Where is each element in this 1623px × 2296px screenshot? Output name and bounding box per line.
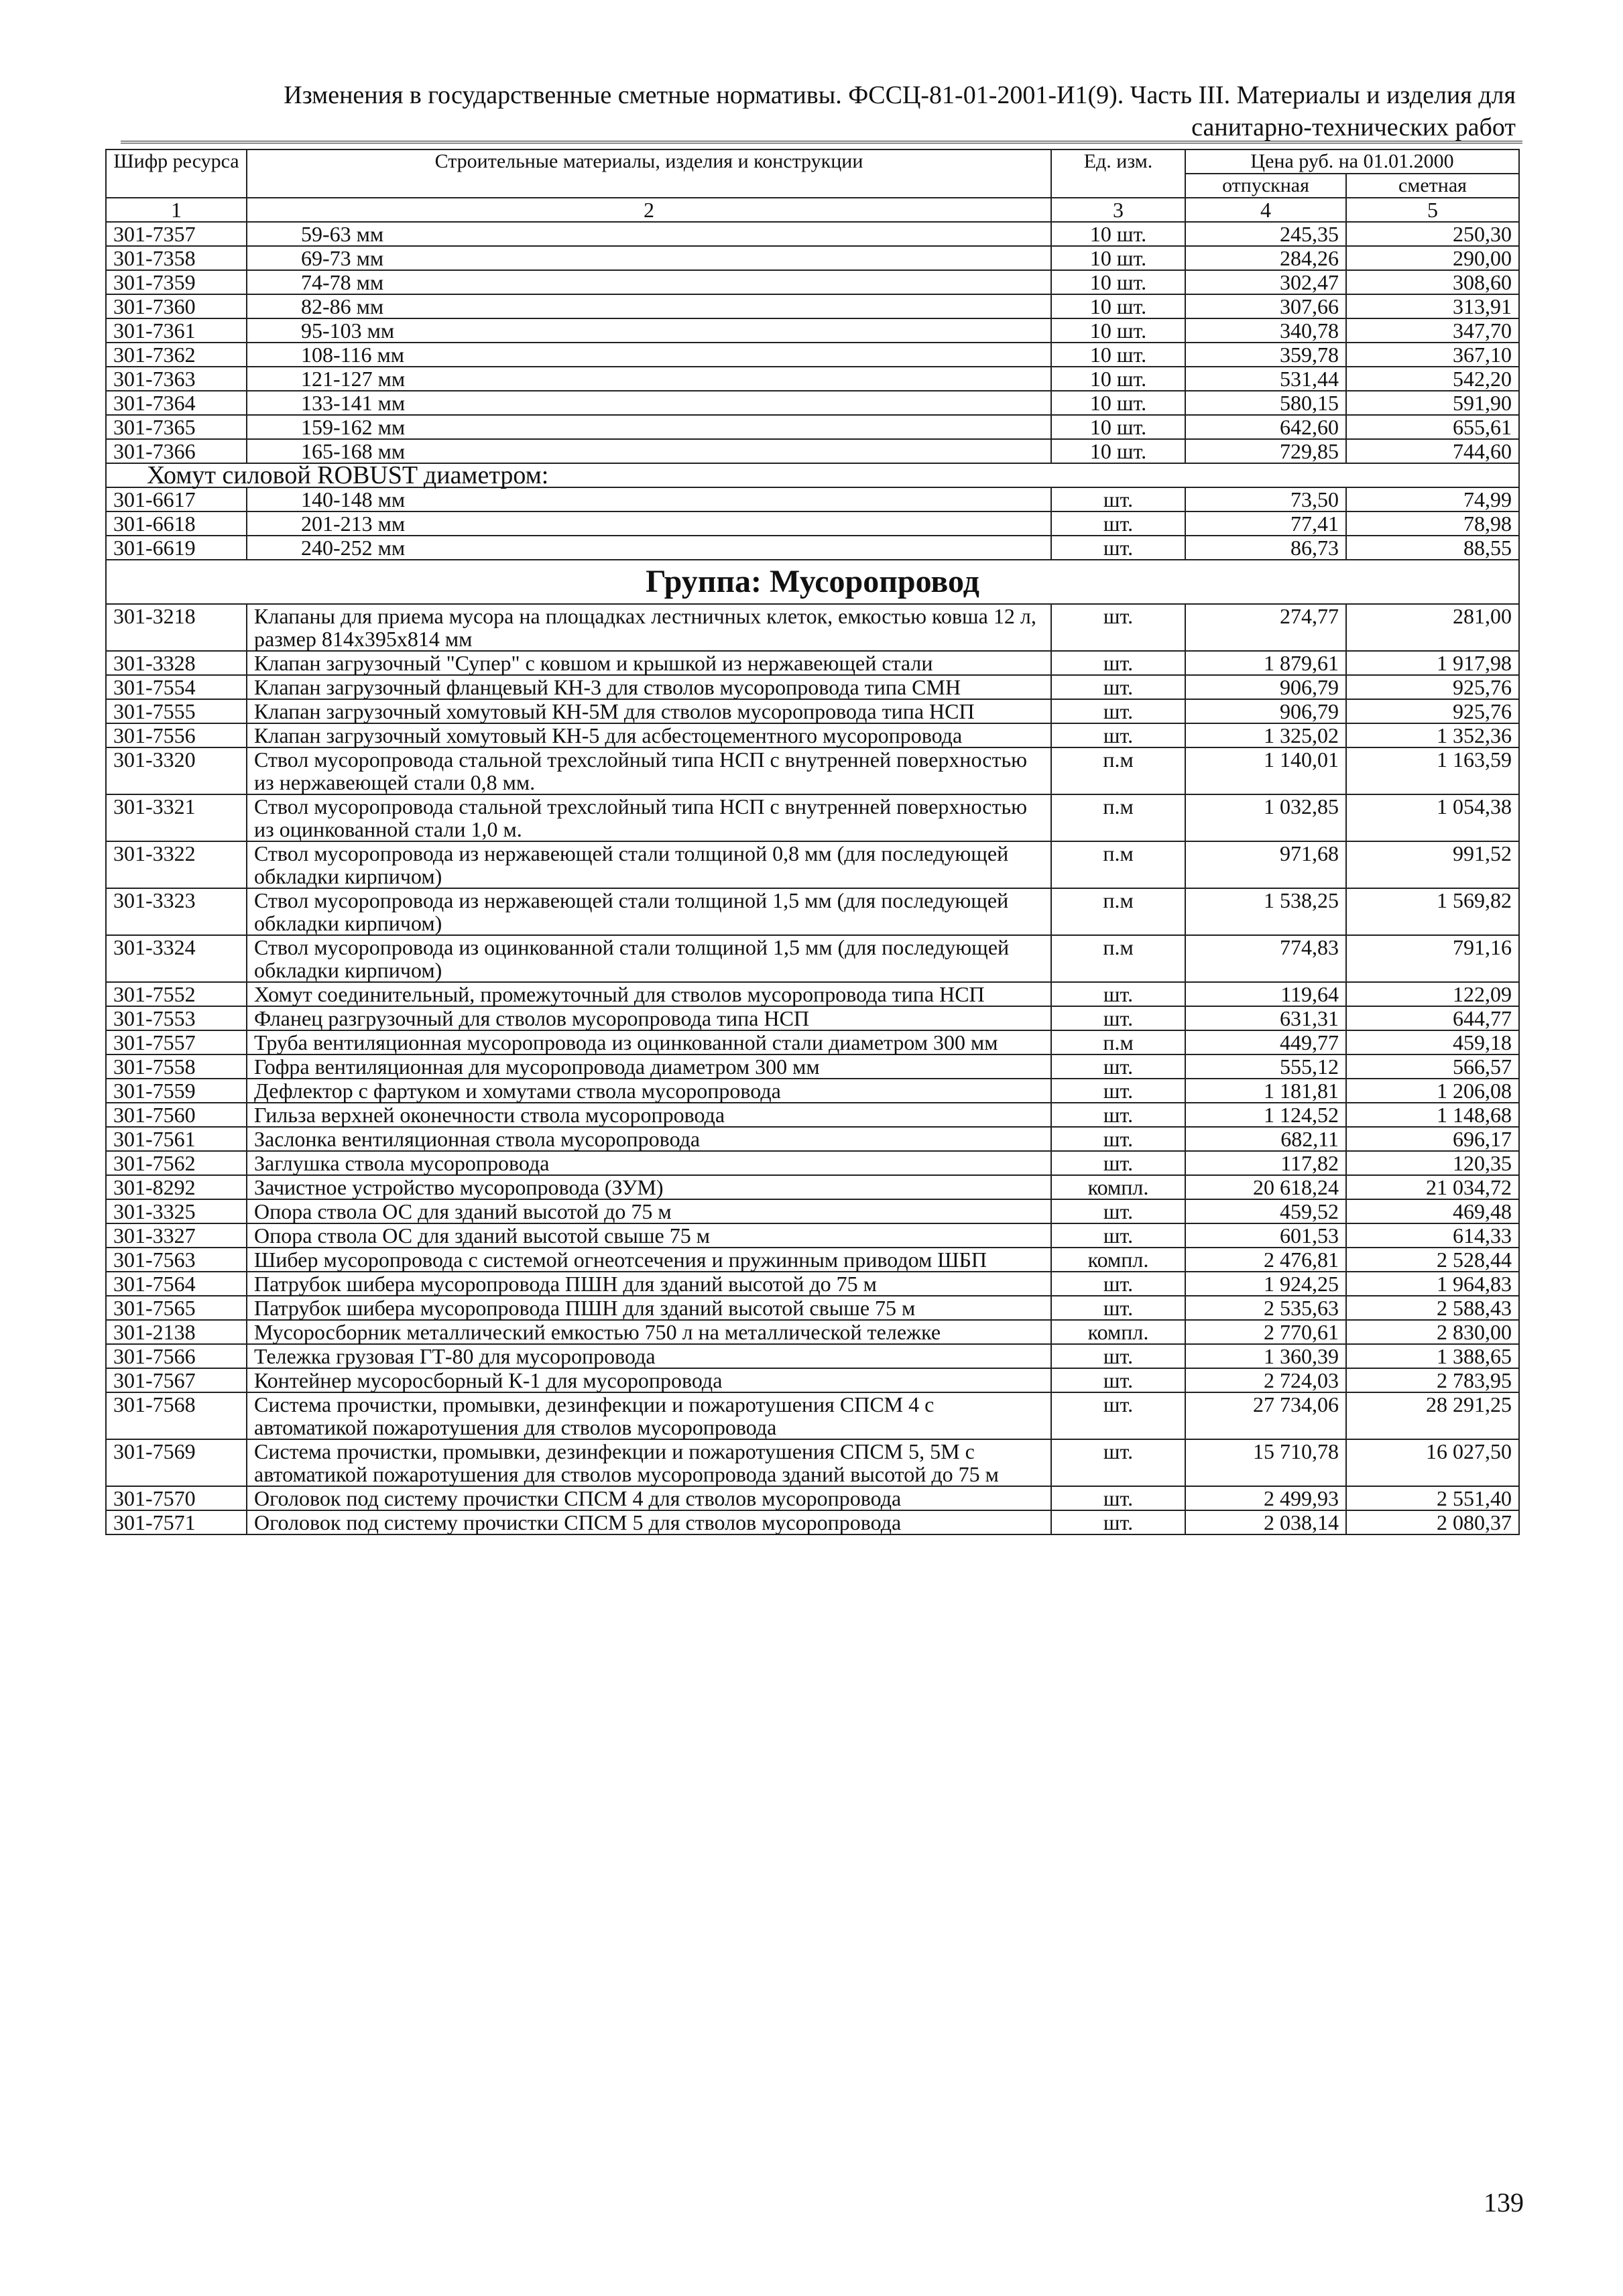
unit-cell: шт. [1051, 1272, 1185, 1296]
resource-code: 301-3320 [106, 747, 247, 794]
table-row [106, 699, 1519, 723]
estimate-price: 1 917,98 [1346, 651, 1519, 675]
header-rule [121, 141, 1522, 146]
page-header [107, 79, 1516, 143]
estimate-price: 308,60 [1346, 270, 1519, 294]
col-number: 2 [247, 198, 1051, 222]
table-row [106, 294, 1519, 318]
release-price: 682,11 [1185, 1127, 1346, 1151]
table-row [106, 651, 1519, 675]
rows-garbage-chute-group [106, 604, 1519, 1534]
resource-code: 301-7361 [106, 318, 247, 343]
unit-cell: 10 шт. [1051, 343, 1185, 367]
unit-cell: шт. [1051, 1199, 1185, 1223]
material-name: Шибер мусоропровода с системой огнеотсечения и пружинным приводом ШБП [247, 1248, 1051, 1272]
unit-cell: п.м [1051, 935, 1185, 982]
estimate-price: 250,30 [1346, 222, 1519, 246]
unit-cell: 10 шт. [1051, 222, 1185, 246]
col-header-name: Строительные материалы, изделия и конструкции [247, 149, 1051, 198]
release-price: 73,50 [1185, 487, 1346, 511]
table-row [106, 511, 1519, 536]
estimate-price: 1 148,68 [1346, 1103, 1519, 1127]
unit-cell: 10 шт. [1051, 439, 1185, 463]
resource-code: 301-7562 [106, 1151, 247, 1175]
material-name: Ствол мусоропровода из оцинкованной стали толщиной 1,5 мм (для последующей обкладки кирпичом) [247, 935, 1051, 982]
estimate-price: 991,52 [1346, 841, 1519, 888]
estimate-price: 313,91 [1346, 294, 1519, 318]
release-price: 15 710,78 [1185, 1439, 1346, 1486]
table-row [106, 794, 1519, 841]
material-name: Мусоросборник металлический емкостью 750 л на металлической тележке [247, 1320, 1051, 1344]
release-price: 2 770,61 [1185, 1320, 1346, 1344]
estimate-price: 2 551,40 [1346, 1486, 1519, 1510]
table-row [106, 1127, 1519, 1151]
resource-code: 301-7359 [106, 270, 247, 294]
unit-cell: шт. [1051, 1079, 1185, 1103]
release-price: 284,26 [1185, 246, 1346, 270]
unit-cell: 10 шт. [1051, 415, 1185, 439]
resource-code: 301-7357 [106, 222, 247, 246]
table-row [106, 1030, 1519, 1054]
resource-code: 301-7358 [106, 246, 247, 270]
resource-code: 301-3323 [106, 888, 247, 935]
unit-cell: шт. [1051, 1510, 1185, 1534]
table-row [106, 1272, 1519, 1296]
material-name: Фланец разгрузочный для стволов мусоропровода типа НСП [247, 1006, 1051, 1030]
release-price: 274,77 [1185, 604, 1346, 651]
material-name: 140-148 мм [247, 487, 1051, 511]
release-price: 1 325,02 [1185, 723, 1346, 747]
estimate-price: 1 206,08 [1346, 1079, 1519, 1103]
page-number: 139 [1484, 2187, 1524, 2218]
resource-code: 301-3328 [106, 651, 247, 675]
estimate-price: 74,99 [1346, 487, 1519, 511]
release-price: 1 360,39 [1185, 1344, 1346, 1368]
resource-code: 301-3324 [106, 935, 247, 982]
resource-code: 301-6618 [106, 511, 247, 536]
material-name: 108-116 мм [247, 343, 1051, 367]
resource-code: 301-7556 [106, 723, 247, 747]
unit-cell: п.м [1051, 841, 1185, 888]
unit-cell: 10 шт. [1051, 270, 1185, 294]
material-name: 159-162 мм [247, 415, 1051, 439]
estimate-price: 591,90 [1346, 391, 1519, 415]
material-name: 165-168 мм [247, 439, 1051, 463]
unit-cell: шт. [1051, 1486, 1185, 1510]
material-name: 74-78 мм [247, 270, 1051, 294]
estimate-price: 925,76 [1346, 675, 1519, 699]
table-row [106, 270, 1519, 294]
release-price: 971,68 [1185, 841, 1346, 888]
table-row [106, 1054, 1519, 1079]
table-row [106, 536, 1519, 560]
resource-code: 301-8292 [106, 1175, 247, 1199]
estimate-price: 2 830,00 [1346, 1320, 1519, 1344]
table-row [106, 675, 1519, 699]
table-row [106, 343, 1519, 367]
estimate-price: 644,77 [1346, 1006, 1519, 1030]
release-price: 1 140,01 [1185, 747, 1346, 794]
unit-cell: п.м [1051, 888, 1185, 935]
table-row [106, 391, 1519, 415]
estimate-price: 290,00 [1346, 246, 1519, 270]
estimate-price: 1 352,36 [1346, 723, 1519, 747]
estimate-price: 367,10 [1346, 343, 1519, 367]
table-row [106, 1296, 1519, 1320]
release-price: 601,53 [1185, 1223, 1346, 1248]
material-name: Ствол мусоропровода стальной трехслойный типа НСП с внутренней поверхностью из нержавеющей стали 0,8 мм. [247, 747, 1051, 794]
release-price: 906,79 [1185, 675, 1346, 699]
material-name: Заслонка вентиляционная ствола мусоропровода [247, 1127, 1051, 1151]
estimate-price: 21 034,72 [1346, 1175, 1519, 1199]
release-price: 642,60 [1185, 415, 1346, 439]
release-price: 302,47 [1185, 270, 1346, 294]
resource-code: 301-7558 [106, 1054, 247, 1079]
table-row [106, 604, 1519, 651]
material-name: Оголовок под систему прочистки СПСМ 5 для стволов мусоропровода [247, 1510, 1051, 1534]
table-row [106, 723, 1519, 747]
table-row [106, 935, 1519, 982]
table-row [106, 747, 1519, 794]
resource-code: 301-7360 [106, 294, 247, 318]
estimate-price: 1 569,82 [1346, 888, 1519, 935]
release-price: 2 499,93 [1185, 1486, 1346, 1510]
estimate-price: 78,98 [1346, 511, 1519, 536]
unit-cell: п.м [1051, 1030, 1185, 1054]
estimate-price: 791,16 [1346, 935, 1519, 982]
unit-cell: шт. [1051, 1103, 1185, 1127]
material-name: 69-73 мм [247, 246, 1051, 270]
material-name: Патрубок шибера мусоропровода ПШН для зданий высотой свыше 75 м [247, 1296, 1051, 1320]
material-name: Дефлектор с фартуком и хомутами ствола мусоропровода [247, 1079, 1051, 1103]
release-price: 1 538,25 [1185, 888, 1346, 935]
material-name: Ствол мусоропровода из нержавеющей стали толщиной 0,8 мм (для последующей обкладки кирпичом) [247, 841, 1051, 888]
material-name: Система прочистки, промывки, дезинфекции и пожаротушения СПСМ 4 с автоматикой пожаротушения для стволов мусоропровода [247, 1392, 1051, 1439]
unit-cell: шт. [1051, 651, 1185, 675]
estimate-price: 16 027,50 [1346, 1439, 1519, 1486]
unit-cell: шт. [1051, 1392, 1185, 1439]
material-name: 59-63 мм [247, 222, 1051, 246]
release-price: 774,83 [1185, 935, 1346, 982]
unit-cell: шт. [1051, 982, 1185, 1006]
material-name: Гофра вентиляционная для мусоропровода диаметром 300 мм [247, 1054, 1051, 1079]
release-price: 555,12 [1185, 1054, 1346, 1079]
estimate-price: 925,76 [1346, 699, 1519, 723]
release-price: 2 535,63 [1185, 1296, 1346, 1320]
estimate-price: 614,33 [1346, 1223, 1519, 1248]
unit-cell: п.м [1051, 747, 1185, 794]
unit-cell: шт. [1051, 1368, 1185, 1392]
table-row [106, 1320, 1519, 1344]
release-price: 27 734,06 [1185, 1392, 1346, 1439]
material-name: Патрубок шибера мусоропровода ПШН для зданий высотой до 75 м [247, 1272, 1051, 1296]
resource-code: 301-7555 [106, 699, 247, 723]
estimate-price: 566,57 [1346, 1054, 1519, 1079]
material-name: Труба вентиляционная мусоропровода из оцинкованной стали диаметром 300 мм [247, 1030, 1051, 1054]
material-name: Заглушка ствола мусоропровода [247, 1151, 1051, 1175]
resource-code: 301-7554 [106, 675, 247, 699]
release-price: 729,85 [1185, 439, 1346, 463]
material-name: Ствол мусоропровода стальной трехслойный типа НСП с внутренней поверхностью из оцинкованной стали 1,0 м. [247, 794, 1051, 841]
unit-cell: компл. [1051, 1175, 1185, 1199]
col-header-estimate: сметная [1346, 174, 1519, 198]
table-row [106, 1175, 1519, 1199]
resource-code: 301-6617 [106, 487, 247, 511]
unit-cell: шт. [1051, 1223, 1185, 1248]
material-name: Клапан загрузочный фланцевый КН-3 для стволов мусоропровода типа СМН [247, 675, 1051, 699]
unit-cell: 10 шт. [1051, 294, 1185, 318]
unit-cell: шт. [1051, 536, 1185, 560]
unit-cell: компл. [1051, 1248, 1185, 1272]
estimate-price: 120,35 [1346, 1151, 1519, 1175]
estimate-price: 1 163,59 [1346, 747, 1519, 794]
table-row [106, 841, 1519, 888]
estimate-price: 2 783,95 [1346, 1368, 1519, 1392]
resource-code: 301-7567 [106, 1368, 247, 1392]
table-row [106, 1079, 1519, 1103]
resource-code: 301-7563 [106, 1248, 247, 1272]
header-line-2: санитарно-технических работ [1191, 113, 1516, 141]
unit-cell: шт. [1051, 1344, 1185, 1368]
col-header-price: Цена руб. на 01.01.2000 [1185, 149, 1519, 174]
table-row [106, 888, 1519, 935]
table-row [106, 1368, 1519, 1392]
release-price: 117,82 [1185, 1151, 1346, 1175]
col-number: 3 [1051, 198, 1185, 222]
material-name: 201-213 мм [247, 511, 1051, 536]
unit-cell: шт. [1051, 1006, 1185, 1030]
price-table [105, 149, 1520, 1535]
resource-code: 301-7560 [106, 1103, 247, 1127]
release-price: 459,52 [1185, 1199, 1346, 1223]
table-row [106, 1510, 1519, 1534]
table-row [106, 1344, 1519, 1368]
resource-code: 301-7365 [106, 415, 247, 439]
release-price: 449,77 [1185, 1030, 1346, 1054]
resource-code: 301-3322 [106, 841, 247, 888]
rows-size-group [106, 222, 1519, 463]
table-row [106, 1006, 1519, 1030]
material-name: Зачистное устройство мусоропровода (ЗУМ) [247, 1175, 1051, 1199]
unit-cell: шт. [1051, 699, 1185, 723]
material-name: Гильза верхней оконечности ствола мусоропровода [247, 1103, 1051, 1127]
release-price: 20 618,24 [1185, 1175, 1346, 1199]
estimate-price: 1 388,65 [1346, 1344, 1519, 1368]
release-price: 245,35 [1185, 222, 1346, 246]
material-name: 95-103 мм [247, 318, 1051, 343]
unit-cell: 10 шт. [1051, 246, 1185, 270]
release-price: 359,78 [1185, 343, 1346, 367]
resource-code: 301-7565 [106, 1296, 247, 1320]
unit-cell: 10 шт. [1051, 367, 1185, 391]
resource-code: 301-7557 [106, 1030, 247, 1054]
table-row [106, 1248, 1519, 1272]
resource-code: 301-7561 [106, 1127, 247, 1151]
estimate-price: 744,60 [1346, 439, 1519, 463]
resource-code: 301-7566 [106, 1344, 247, 1368]
resource-code: 301-7559 [106, 1079, 247, 1103]
resource-code: 301-7571 [106, 1510, 247, 1534]
material-name: Опора ствола ОС для зданий высотой свыше 75 м [247, 1223, 1051, 1248]
release-price: 2 038,14 [1185, 1510, 1346, 1534]
unit-cell: шт. [1051, 675, 1185, 699]
table-row [106, 982, 1519, 1006]
table-row [106, 1486, 1519, 1510]
table-row [106, 222, 1519, 246]
release-price: 307,66 [1185, 294, 1346, 318]
table-row [106, 415, 1519, 439]
release-price: 2 724,03 [1185, 1368, 1346, 1392]
material-name: Клапаны для приема мусора на площадках лестничных клеток, емкостью ковша 12 л, размер 814х395х814 мм [247, 604, 1051, 651]
release-price: 1 181,81 [1185, 1079, 1346, 1103]
unit-cell: шт. [1051, 1127, 1185, 1151]
estimate-price: 469,48 [1346, 1199, 1519, 1223]
unit-cell: шт. [1051, 723, 1185, 747]
resource-code: 301-7564 [106, 1272, 247, 1296]
resource-code: 301-6619 [106, 536, 247, 560]
release-price: 340,78 [1185, 318, 1346, 343]
material-name: Клапан загрузочный "Супер" с ковшом и крышкой из нержавеющей стали [247, 651, 1051, 675]
unit-cell: 10 шт. [1051, 391, 1185, 415]
col-number: 5 [1346, 198, 1519, 222]
resource-code: 301-7552 [106, 982, 247, 1006]
table-row [106, 439, 1519, 463]
col-number: 1 [106, 198, 247, 222]
table-row [106, 1223, 1519, 1248]
material-name: 133-141 мм [247, 391, 1051, 415]
material-name: Хомут соединительный, промежуточный для стволов мусоропровода типа НСП [247, 982, 1051, 1006]
material-name: 240-252 мм [247, 536, 1051, 560]
release-price: 119,64 [1185, 982, 1346, 1006]
release-price: 531,44 [1185, 367, 1346, 391]
resource-code: 301-7362 [106, 343, 247, 367]
table-row [106, 367, 1519, 391]
rows-robust-group [106, 487, 1519, 560]
unit-cell: компл. [1051, 1320, 1185, 1344]
unit-cell: шт. [1051, 1296, 1185, 1320]
table-row [106, 1199, 1519, 1223]
estimate-price: 459,18 [1346, 1030, 1519, 1054]
release-price: 631,31 [1185, 1006, 1346, 1030]
table-row [106, 1439, 1519, 1486]
estimate-price: 655,61 [1346, 415, 1519, 439]
material-name: Тележка грузовая ГТ-80 для мусоропровода [247, 1344, 1051, 1368]
unit-cell: шт. [1051, 604, 1185, 651]
material-name: 121-127 мм [247, 367, 1051, 391]
release-price: 86,73 [1185, 536, 1346, 560]
unit-cell: шт. [1051, 1054, 1185, 1079]
resource-code: 301-7553 [106, 1006, 247, 1030]
table-row [106, 1392, 1519, 1439]
release-price: 1 879,61 [1185, 651, 1346, 675]
unit-cell: шт. [1051, 487, 1185, 511]
unit-cell: шт. [1051, 1439, 1185, 1486]
unit-cell: 10 шт. [1051, 318, 1185, 343]
header-line-1: Изменения в государственные сметные нормативы. ФССЦ-81-01-2001-И1(9). Часть III. Материалы и изделия для [284, 81, 1516, 109]
release-price: 1 032,85 [1185, 794, 1346, 841]
unit-cell: шт. [1051, 1151, 1185, 1175]
material-name: Клапан загрузочный хомутовый КН-5М для стволов мусоропровода типа НСП [247, 699, 1051, 723]
release-price: 1 924,25 [1185, 1272, 1346, 1296]
estimate-price: 696,17 [1346, 1127, 1519, 1151]
material-name: Контейнер мусоросборный К-1 для мусоропровода [247, 1368, 1051, 1392]
release-price: 2 476,81 [1185, 1248, 1346, 1272]
material-name: Ствол мусоропровода из нержавеющей стали толщиной 1,5 мм (для последующей обкладки кирпичом) [247, 888, 1051, 935]
table-row [106, 1151, 1519, 1175]
resource-code: 301-7568 [106, 1392, 247, 1439]
estimate-price: 2 588,43 [1346, 1296, 1519, 1320]
unit-cell: п.м [1051, 794, 1185, 841]
resource-code: 301-7570 [106, 1486, 247, 1510]
estimate-price: 542,20 [1346, 367, 1519, 391]
estimate-price: 28 291,25 [1346, 1392, 1519, 1439]
estimate-price: 1 054,38 [1346, 794, 1519, 841]
estimate-price: 122,09 [1346, 982, 1519, 1006]
resource-code: 301-7363 [106, 367, 247, 391]
material-name: 82-86 мм [247, 294, 1051, 318]
resource-code: 301-7366 [106, 439, 247, 463]
resource-code: 301-3327 [106, 1223, 247, 1248]
estimate-price: 1 964,83 [1346, 1272, 1519, 1296]
estimate-price: 88,55 [1346, 536, 1519, 560]
table-row [106, 487, 1519, 511]
table-row [106, 318, 1519, 343]
material-name: Система прочистки, промывки, дезинфекции и пожаротушения СПСМ 5, 5М с автоматикой пожаротушения для стволов мусоропровода зданий высотой до 75 м [247, 1439, 1051, 1486]
material-name: Опора ствола ОС для зданий высотой до 75 м [247, 1199, 1051, 1223]
release-price: 1 124,52 [1185, 1103, 1346, 1127]
group-title: Группа: Мусоропровод [106, 560, 1519, 604]
estimate-price: 2 528,44 [1346, 1248, 1519, 1272]
table-row [106, 246, 1519, 270]
release-price: 580,15 [1185, 391, 1346, 415]
unit-cell: шт. [1051, 511, 1185, 536]
material-name: Клапан загрузочный хомутовый КН-5 для асбестоцементного мусоропровода [247, 723, 1051, 747]
estimate-price: 281,00 [1346, 604, 1519, 651]
resource-code: 301-3325 [106, 1199, 247, 1223]
material-name: Оголовок под систему прочистки СПСМ 4 для стволов мусоропровода [247, 1486, 1051, 1510]
release-price: 906,79 [1185, 699, 1346, 723]
table-row [106, 1103, 1519, 1127]
col-header-unit: Ед. изм. [1051, 149, 1185, 198]
resource-code: 301-3321 [106, 794, 247, 841]
resource-code: 301-7569 [106, 1439, 247, 1486]
resource-code: 301-2138 [106, 1320, 247, 1344]
resource-code: 301-7364 [106, 391, 247, 415]
resource-code: 301-3218 [106, 604, 247, 651]
col-header-code: Шифр ресурса [106, 149, 247, 198]
col-header-release: отпускная [1185, 174, 1346, 198]
estimate-price: 347,70 [1346, 318, 1519, 343]
section-title: Хомут силовой ROBUST диаметром: [106, 463, 1519, 487]
estimate-price: 2 080,37 [1346, 1510, 1519, 1534]
col-number: 4 [1185, 198, 1346, 222]
release-price: 77,41 [1185, 511, 1346, 536]
